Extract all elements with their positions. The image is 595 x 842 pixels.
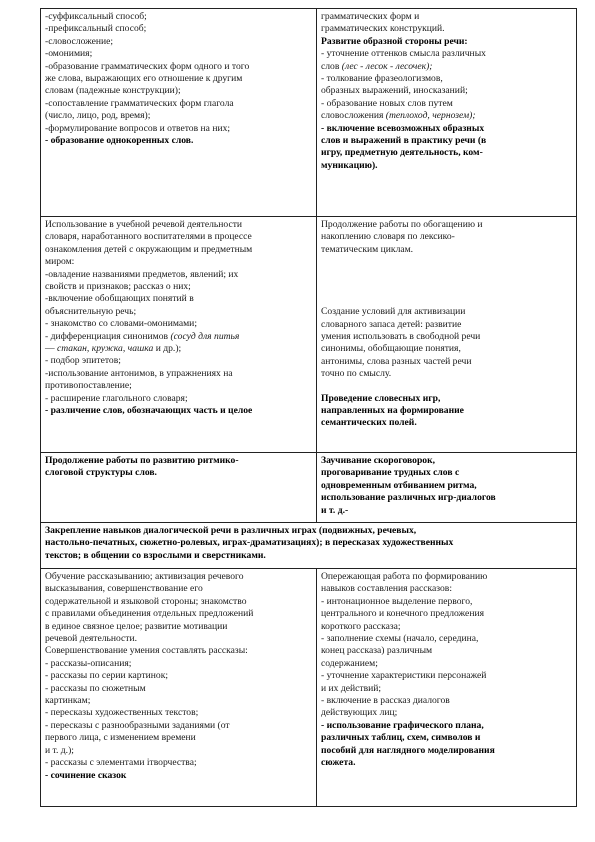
text-line: - уточнение характеристики персонажей bbox=[321, 670, 487, 682]
text-fragment: слов bbox=[321, 60, 340, 72]
text-line: противопоставление; bbox=[45, 380, 132, 392]
text-line: -формулирование вопросов и ответов на них; bbox=[45, 122, 231, 134]
speech-development-table bbox=[40, 8, 577, 807]
text-fragment: — bbox=[45, 343, 57, 355]
text-line: - рассказы с элементами ітворчества; bbox=[45, 757, 197, 769]
text-line bbox=[321, 61, 573, 73]
text-line: -словосложение; bbox=[45, 35, 114, 47]
table-cell-left bbox=[41, 569, 317, 807]
text-line bbox=[45, 343, 313, 355]
text-line-bold: муникацию). bbox=[321, 159, 378, 171]
italic-example: (теплоход, чернозем); bbox=[385, 110, 476, 122]
text-line: - пересказы художественных текстов; bbox=[45, 707, 199, 719]
text-line bbox=[321, 110, 573, 122]
text-line: Опережающая работа по формированию bbox=[321, 571, 488, 582]
table-cell-left bbox=[41, 9, 317, 217]
document-page bbox=[40, 8, 560, 807]
text-line: картинкам; bbox=[45, 695, 91, 707]
text-line: грамматических конструкций. bbox=[321, 23, 445, 35]
text-line: -использование антонимов, в упражнениях на bbox=[45, 367, 233, 379]
text-line: Продолжение работы по обогащению и bbox=[321, 219, 483, 230]
text-line: навыков составления рассказов: bbox=[321, 583, 452, 595]
table-row bbox=[41, 217, 577, 453]
table-row bbox=[41, 523, 577, 569]
text-line: и т. д.); bbox=[45, 744, 74, 756]
text-line: же слова, выражающих его отношение к другим bbox=[45, 73, 243, 85]
text-line bbox=[45, 331, 313, 343]
spacer bbox=[321, 381, 573, 393]
table-cell-left bbox=[41, 453, 317, 523]
text-line: Создание условий для активизации bbox=[321, 306, 466, 318]
table-cell-right bbox=[317, 217, 577, 453]
text-line: - пересказы с разнообразными заданиями (от bbox=[45, 719, 230, 731]
text-line: действующих лиц; bbox=[321, 707, 398, 719]
table-cell-right bbox=[317, 9, 577, 217]
text-line: тематическим циклам. bbox=[321, 243, 414, 255]
table-row bbox=[41, 453, 577, 523]
text-line-bold: - сочинение сказок bbox=[45, 769, 127, 781]
text-line: - расширение глагольного словаря; bbox=[45, 392, 188, 404]
text-line: речевой деятельности. bbox=[45, 633, 138, 645]
text-line: -суффиксальный способ; bbox=[45, 11, 147, 22]
text-line-bold: игру, предметную деятельность, ком- bbox=[321, 147, 483, 159]
text-line-bold: сюжета. bbox=[321, 757, 356, 769]
text-line-bold: Заучивание скороговорок, bbox=[321, 455, 436, 466]
table-cell-full bbox=[41, 523, 577, 569]
text-line-bold: Продолжение работы по развитию ритмико- bbox=[45, 455, 239, 466]
table-row bbox=[41, 569, 577, 807]
text-line: ознакомления детей с окружающим и предметным bbox=[45, 243, 253, 255]
text-line: - рассказы-описания; bbox=[45, 657, 132, 669]
text-line-bold: семантических полей. bbox=[321, 417, 417, 429]
text-line: -включение обобщающих понятий в bbox=[45, 293, 194, 305]
text-line-bold: - использование графического плана, bbox=[321, 719, 484, 731]
text-line-bold: текстов; в общении со взрослыми и сверстниками. bbox=[45, 549, 266, 561]
text-line: с правилами объединения отдельных предложений bbox=[45, 608, 254, 620]
text-line-bold: настольно-печатных, сюжетно-ролевых, играх-драматизациях); в пересказах художественных bbox=[45, 537, 454, 549]
text-line: - подбор эпитетов; bbox=[45, 355, 121, 367]
text-line: конец рассказа) различным bbox=[321, 645, 433, 657]
text-line: точно по смыслу. bbox=[321, 368, 392, 380]
text-line-bold: проговаривание трудных слов с bbox=[321, 467, 460, 479]
text-line: - рассказы по сюжетным bbox=[45, 682, 146, 694]
text-line-bold: слов и выражений в практику речи (в bbox=[321, 135, 487, 147]
text-line: накоплению словаря по лексико- bbox=[321, 231, 455, 243]
text-line: и их действий; bbox=[321, 682, 382, 694]
text-line: короткого рассказа; bbox=[321, 620, 401, 632]
text-line-bold: пособий для наглядного моделирования bbox=[321, 744, 495, 756]
text-line: первого лица, с изменением времени bbox=[45, 732, 196, 744]
text-line-bold: - включение всевозможных образных bbox=[321, 122, 485, 134]
text-line: словам (падежные конструкции); bbox=[45, 85, 181, 97]
text-line: образных выражений, иносказаний; bbox=[321, 85, 468, 97]
text-line: - толкование фразеологизмов, bbox=[321, 73, 443, 85]
text-line-bold: использование различных игр-диалогов bbox=[321, 492, 496, 504]
text-line: высказывания, совершенствование его bbox=[45, 583, 203, 595]
text-line: - знакомство со словами-омонимами; bbox=[45, 318, 197, 330]
table-cell-right bbox=[317, 569, 577, 807]
text-fragment: словосложения bbox=[321, 110, 384, 122]
text-line: объяснительную речь; bbox=[45, 305, 137, 317]
text-line: -образование грамматических форм одного и того bbox=[45, 60, 250, 72]
text-line: в единое связное целое; развитие мотивации bbox=[45, 620, 228, 632]
text-line: антонимы, слова разных частей речи bbox=[321, 355, 472, 367]
table-cell-right bbox=[317, 453, 577, 523]
text-line: грамматических форм и bbox=[321, 11, 420, 22]
table-cell-left bbox=[41, 217, 317, 453]
text-line: -овладение названиями предметов, явлений; их bbox=[45, 268, 239, 280]
text-line-bold: Проведение словесных игр, bbox=[321, 392, 441, 404]
italic-example: стакан, кружка, чашка bbox=[57, 343, 154, 355]
text-line-bold: Закрепление навыков диалогической речи в различных играх (подвижных, речевых, bbox=[45, 525, 417, 536]
text-line: - включение в рассказ диалогов bbox=[321, 695, 450, 707]
text-line-bold: различных таблиц, схем, символов и bbox=[321, 732, 481, 744]
italic-example: (сосуд для питья bbox=[170, 330, 240, 342]
text-line: -омонимия; bbox=[45, 48, 93, 60]
text-line: Обучение рассказыванию; активизация речевого bbox=[45, 571, 244, 582]
text-line: словаря, наработанного воспитателями в процессе bbox=[45, 231, 252, 243]
text-line: свойств и признаков; рассказ о них; bbox=[45, 281, 191, 293]
text-line: - образование новых слов путем bbox=[321, 97, 453, 109]
text-line: - интонационное выделение первого, bbox=[321, 595, 473, 607]
text-line: синонимы, обобщающие понятия, bbox=[321, 343, 461, 355]
text-line: Совершенствование умения составлять рассказы: bbox=[45, 645, 248, 657]
text-line: содержанием; bbox=[321, 657, 378, 669]
text-line: (число, лицо, род, время); bbox=[45, 110, 151, 122]
italic-example: (лес - лесок - лесочек); bbox=[341, 60, 433, 72]
text-line: - уточнение оттенков смысла различных bbox=[321, 48, 486, 60]
spacer bbox=[321, 256, 573, 306]
text-line-bold: направленных на формирование bbox=[321, 405, 464, 417]
text-line-bold: слоговой структуры слов. bbox=[45, 467, 157, 479]
text-line: - заполнение схемы (начало, середина, bbox=[321, 633, 479, 645]
text-line: - рассказы по серии картинок; bbox=[45, 670, 169, 682]
text-line-bold: - различение слов, обозначающих часть и целое bbox=[45, 405, 253, 417]
table-row bbox=[41, 9, 577, 217]
text-line: центрального и конечного предложения bbox=[321, 608, 484, 620]
text-line-bold: одновременным отбиванием ритма, bbox=[321, 479, 477, 491]
text-line: миром: bbox=[45, 256, 75, 268]
text-line: содержательной и языковой стороны; знакомство bbox=[45, 595, 247, 607]
text-line-bold: - образование однокоренных слов. bbox=[45, 135, 194, 147]
text-line: -префиксальный способ; bbox=[45, 23, 147, 35]
section-heading: Развитие образной стороны речи: bbox=[321, 35, 468, 47]
text-line-bold: и т. д.- bbox=[321, 504, 349, 516]
text-line: умения использовать в свободной речи bbox=[321, 331, 481, 343]
text-fragment: и др.); bbox=[153, 343, 182, 355]
text-fragment: - дифференциация синонимов bbox=[45, 330, 169, 342]
text-line: -сопоставление грамматических форм глагола bbox=[45, 97, 234, 109]
text-line: словарного запаса детей: развитие bbox=[321, 318, 462, 330]
text-line: Использование в учебной речевой деятельности bbox=[45, 219, 243, 230]
